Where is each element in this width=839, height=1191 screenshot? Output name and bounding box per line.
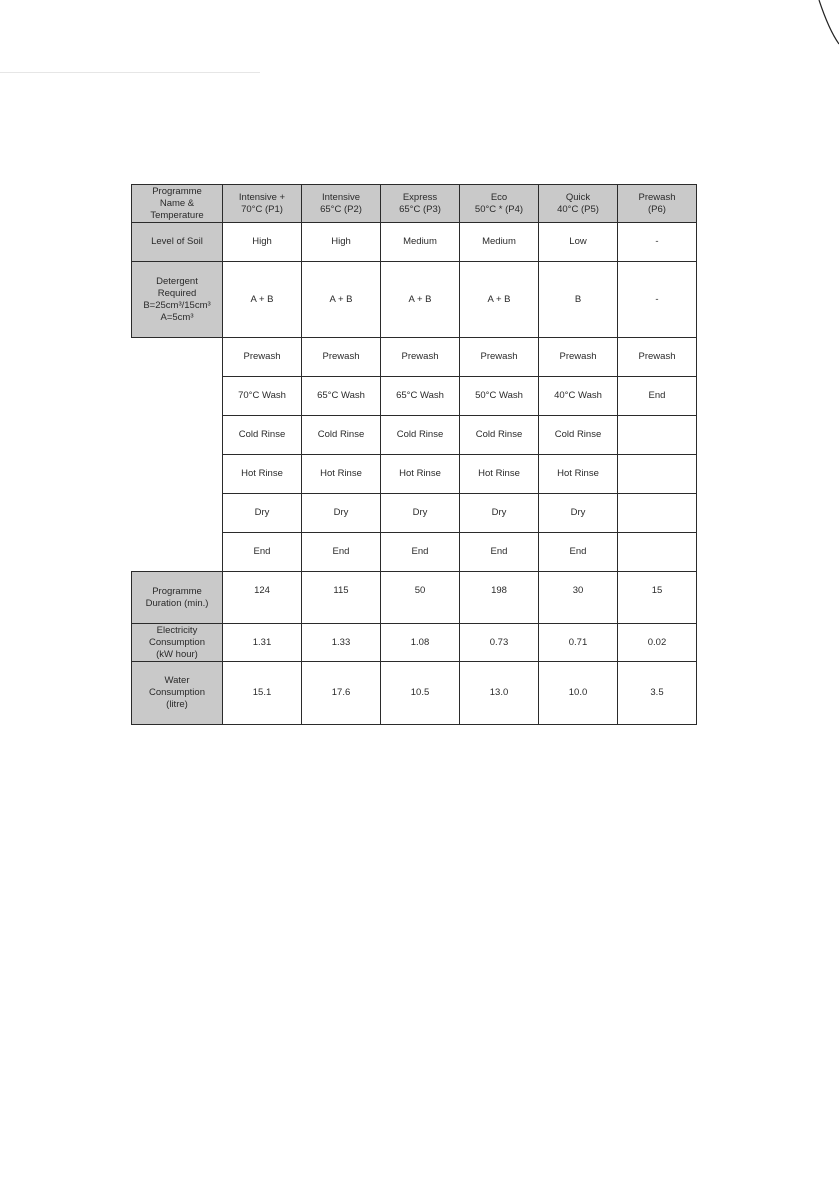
step-cell: Dry (302, 494, 381, 533)
step-cell: Prewash (381, 338, 460, 377)
step-cell: Hot Rinse (381, 455, 460, 494)
soil-cell: Medium (381, 223, 460, 262)
programme-header-label: Express 65°C (P3) (399, 191, 441, 215)
soil-cell: High (302, 223, 381, 262)
corner-header-label: Programme Name & Temperature (150, 185, 204, 221)
duration-cell: 50 (381, 572, 460, 624)
step-cell: Dry (460, 494, 539, 533)
duration-cell: 124 (223, 572, 302, 624)
electricity-cell: 1.33 (302, 624, 381, 662)
water-cell: 10.0 (539, 662, 618, 725)
electricity-cell: 0.02 (618, 624, 697, 662)
step-cell (618, 494, 697, 533)
water-cell: 15.1 (223, 662, 302, 725)
water-row (132, 662, 697, 725)
step-cell: Hot Rinse (302, 455, 381, 494)
duration-cell: 15 (618, 572, 697, 624)
step-cell: Hot Rinse (460, 455, 539, 494)
step-cell: Cold Rinse (302, 416, 381, 455)
step-cell: End (460, 533, 539, 572)
soil-cell: - (618, 223, 697, 262)
step-cell: Hot Rinse (539, 455, 618, 494)
step-cell: 65°C Wash (302, 377, 381, 416)
electricity-cell: 1.08 (381, 624, 460, 662)
step-cell: Prewash (618, 338, 697, 377)
electricity-cell: 0.71 (539, 624, 618, 662)
soil-label: Level of Soil (151, 236, 203, 247)
step-cell: End (381, 533, 460, 572)
step-cell: Dry (539, 494, 618, 533)
detergent-row (132, 262, 697, 338)
step-row-prewash (132, 338, 697, 377)
soil-cell: Medium (460, 223, 539, 262)
soil-cell: Low (539, 223, 618, 262)
row-header-cell (132, 624, 223, 662)
electricity-cell: 1.31 (223, 624, 302, 662)
duration-row (132, 572, 697, 624)
page-edge-curve (815, 0, 839, 64)
duration-cell: 30 (539, 572, 618, 624)
step-row-hot-rinse (132, 455, 697, 494)
detergent-cell: A + B (381, 262, 460, 338)
soil-row (132, 223, 697, 262)
water-cell: 3.5 (618, 662, 697, 725)
step-cell: Prewash (302, 338, 381, 377)
water-cell: 17.6 (302, 662, 381, 725)
electricity-row (132, 624, 697, 662)
step-cell: 65°C Wash (381, 377, 460, 416)
programme-header-cell (223, 185, 302, 223)
row-header-cell (132, 262, 223, 338)
page-top-rule (0, 72, 260, 73)
blank-cell (132, 533, 223, 572)
blank-cell (132, 494, 223, 533)
programme-header-cell (539, 185, 618, 223)
step-cell: Cold Rinse (460, 416, 539, 455)
programme-header-cell (302, 185, 381, 223)
step-cell (618, 416, 697, 455)
programme-header-label: Eco 50°C * (P4) (474, 191, 524, 215)
step-cell (618, 533, 697, 572)
soil-cell: High (223, 223, 302, 262)
row-header-cell (132, 572, 223, 624)
blank-cell (132, 455, 223, 494)
programme-header-cell (381, 185, 460, 223)
step-cell: Prewash (539, 338, 618, 377)
step-cell: Prewash (460, 338, 539, 377)
water-cell: 10.5 (381, 662, 460, 725)
step-row-dry (132, 494, 697, 533)
programme-header-cell (460, 185, 539, 223)
step-cell: 70°C Wash (223, 377, 302, 416)
step-cell: Prewash (223, 338, 302, 377)
detergent-cell: - (618, 262, 697, 338)
programme-header-label: Prewash (P6) (638, 191, 676, 215)
step-cell: End (223, 533, 302, 572)
row-header-cell (132, 223, 223, 262)
programme-header-row (132, 185, 697, 223)
step-cell: Dry (223, 494, 302, 533)
step-cell: Dry (381, 494, 460, 533)
water-label: Water Consumption (litre) (149, 675, 205, 710)
step-cell: 50°C Wash (460, 377, 539, 416)
programme-header-label: Quick 40°C (P5) (557, 191, 599, 215)
electricity-cell: 0.73 (460, 624, 539, 662)
step-row-end (132, 533, 697, 572)
step-cell: Hot Rinse (223, 455, 302, 494)
corner-header-cell (132, 185, 223, 223)
step-cell: Cold Rinse (539, 416, 618, 455)
step-row-cold-rinse (132, 416, 697, 455)
step-cell: Cold Rinse (381, 416, 460, 455)
detergent-cell: B (539, 262, 618, 338)
step-cell: End (539, 533, 618, 572)
duration-cell: 198 (460, 572, 539, 624)
programme-header-cell (618, 185, 697, 223)
step-cell: 40°C Wash (539, 377, 618, 416)
step-cell: End (618, 377, 697, 416)
step-cell: Cold Rinse (223, 416, 302, 455)
step-row-wash (132, 377, 697, 416)
water-cell: 13.0 (460, 662, 539, 725)
programme-table (131, 184, 697, 725)
duration-cell: 115 (302, 572, 381, 624)
blank-cell (132, 416, 223, 455)
row-header-cell (132, 662, 223, 725)
detergent-cell: A + B (223, 262, 302, 338)
programme-table-body (132, 185, 697, 725)
detergent-cell: A + B (460, 262, 539, 338)
detergent-label: Detergent Required B=25cm³/15cm³ A=5cm³ (143, 275, 211, 323)
step-cell (618, 455, 697, 494)
electricity-label: Electricity Consumption (kW hour) (149, 624, 205, 660)
blank-cell (132, 338, 223, 377)
duration-label: Programme Duration (min.) (145, 585, 209, 609)
programme-header-label: Intensive 65°C (P2) (320, 191, 362, 215)
programme-header-label: Intensive + 70°C (P1) (238, 191, 286, 215)
blank-cell (132, 377, 223, 416)
step-cell: End (302, 533, 381, 572)
detergent-cell: A + B (302, 262, 381, 338)
